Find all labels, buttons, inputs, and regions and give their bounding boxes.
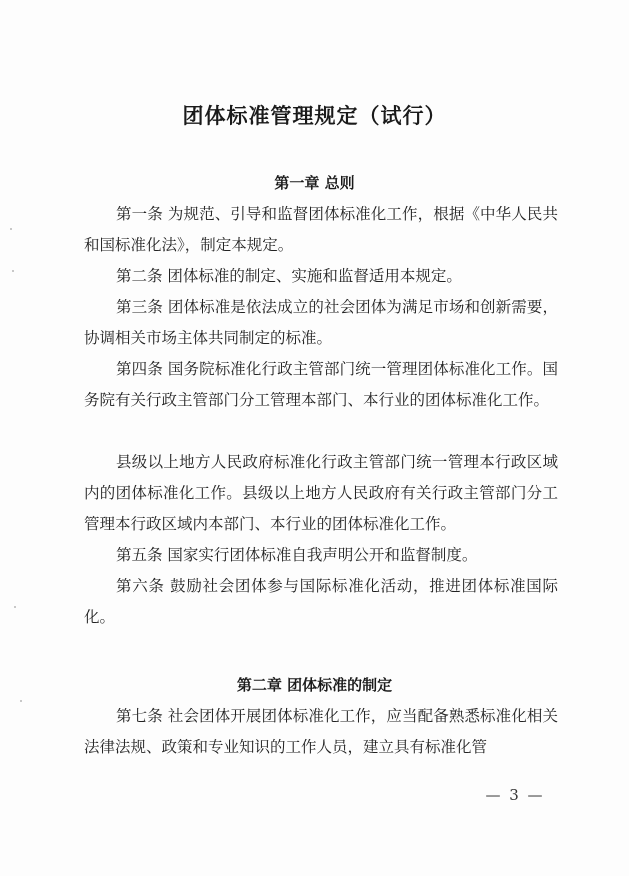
- paragraph-article-6: 第六条 鼓励社会团体参与国际标准化活动，推进团体标准国际化。: [84, 577, 558, 626]
- paragraph-article-4-cont: 县级以上地方人民政府标准化行政主管部门统一管理本行政区域内的团体标准化工作。县级以上地方人民政府有关行政主管部门分工管理本行政区域内本部门、本行业的团体标准化工作。: [84, 453, 558, 533]
- paragraph-article-5: 第五条 国家实行团体标准自我声明公开和监督制度。: [116, 546, 478, 564]
- chapter-heading-2: 第二章 团体标准的制定: [236, 676, 393, 694]
- chapter-heading-1: 第一章 总则: [274, 174, 355, 192]
- paragraph-article-2: 第二条 团体标准的制定、实施和监督适用本规定。: [116, 267, 462, 285]
- page-number: — 3 —: [485, 786, 545, 804]
- scan-speck: [20, 700, 22, 702]
- paragraph-article-4: 第四条 国务院标准化行政主管部门统一管理团体标准化工作。国务院有关行政主管部门分工管理本部门、本行业的团体标准化工作。: [84, 360, 558, 409]
- paragraph-article-7: 第七条 社会团体开展团体标准化工作，应当配备熟悉标准化相关法律法规、政策和专业知识的工作人员，建立具有标准化管: [84, 707, 558, 756]
- scan-speck: [12, 270, 14, 272]
- paragraph-article-3: 第三条 团体标准是依法成立的社会团体为满足市场和创新需要，协调相关市场主体共同制定的标准。: [84, 298, 558, 347]
- paragraph-article-1: 第一条 为规范、引导和监督团体标准化工作，根据《中华人民共和国标准化法》，制定本规定。: [84, 205, 558, 254]
- document-title: 团体标准管理规定（试行）: [182, 104, 447, 128]
- scan-speck: [10, 228, 12, 230]
- scan-speck: [14, 606, 16, 608]
